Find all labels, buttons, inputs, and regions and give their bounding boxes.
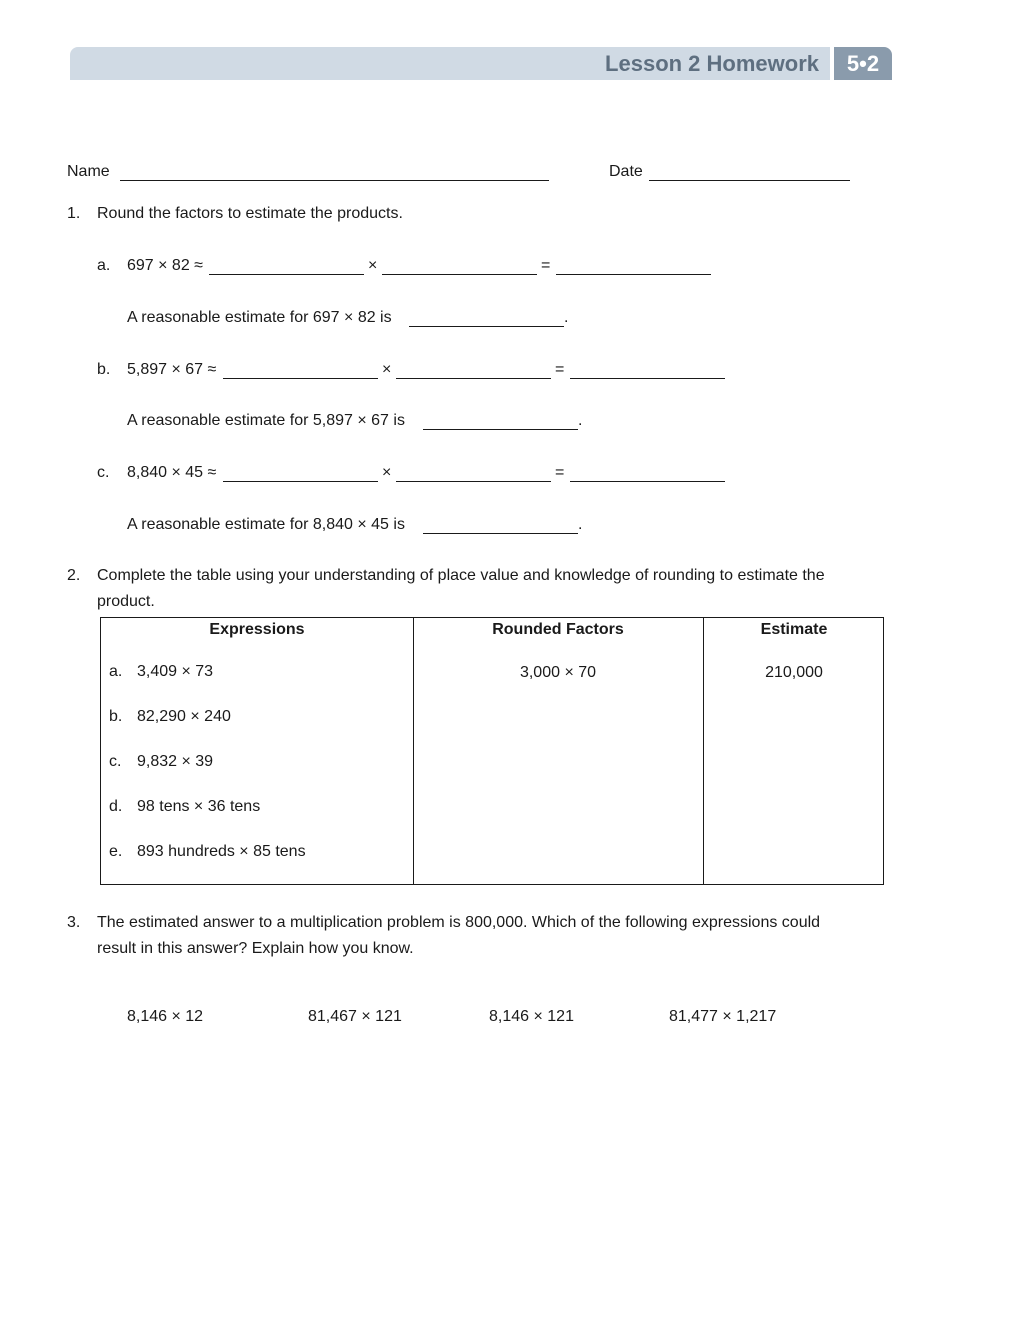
q2-prompt-line2: product. bbox=[97, 593, 155, 610]
q1c-factor1-blank[interactable] bbox=[223, 481, 378, 482]
q1b-letter: b. bbox=[97, 361, 111, 378]
header-rounded-factors: Rounded Factors bbox=[492, 621, 624, 638]
row-estimate[interactable]: 210,000 bbox=[765, 664, 823, 681]
q1a-times: × bbox=[368, 257, 378, 274]
q1c-factor2-blank[interactable] bbox=[396, 481, 551, 482]
q1b-expression: 5,897 × 67 ≈ bbox=[127, 361, 217, 378]
q1b-times: × bbox=[382, 361, 392, 378]
q1b-factor1-blank[interactable] bbox=[223, 378, 378, 379]
q1b-estimate-text: A reasonable estimate for 5,897 × 67 is bbox=[127, 412, 405, 429]
q1b-factor2-blank[interactable] bbox=[396, 378, 551, 379]
q1a-product-blank[interactable] bbox=[556, 274, 711, 275]
q1a-factor2-blank[interactable] bbox=[382, 274, 537, 275]
q1a-estimate-blank[interactable] bbox=[409, 326, 564, 327]
q1a-period: . bbox=[564, 309, 569, 326]
q1c-product-blank[interactable] bbox=[570, 481, 725, 482]
q1c-equals: = bbox=[555, 464, 565, 481]
row-letter: c. bbox=[109, 753, 122, 770]
q1c-letter: c. bbox=[97, 464, 110, 481]
q3-option: 81,477 × 1,217 bbox=[669, 1008, 777, 1025]
q1a-equals: = bbox=[541, 257, 551, 274]
q1b-period: . bbox=[578, 412, 583, 429]
q1a-estimate-text: A reasonable estimate for 697 × 82 is bbox=[127, 309, 392, 326]
q3-number: 3. bbox=[67, 914, 81, 931]
row-expression: 893 hundreds × 85 tens bbox=[137, 843, 306, 860]
q1c-period: . bbox=[578, 516, 583, 533]
header-estimate: Estimate bbox=[760, 621, 828, 638]
q3-option: 8,146 × 121 bbox=[489, 1008, 574, 1025]
q1c-estimate-text: A reasonable estimate for 8,840 × 45 is bbox=[127, 516, 405, 533]
q1-number: 1. bbox=[67, 205, 81, 222]
date-label: Date bbox=[609, 163, 643, 180]
row-expression: 82,290 × 240 bbox=[137, 708, 231, 725]
q1a-factor1-blank[interactable] bbox=[209, 274, 364, 275]
q1b-product-blank[interactable] bbox=[570, 378, 725, 379]
row-expression: 98 tens × 36 tens bbox=[137, 798, 261, 815]
table-divider bbox=[413, 618, 414, 884]
q1c-estimate-blank[interactable] bbox=[423, 533, 578, 534]
row-rounded-factors[interactable]: 3,000 × 70 bbox=[519, 664, 597, 681]
q3-option: 81,467 × 121 bbox=[308, 1008, 402, 1025]
row-letter: b. bbox=[109, 708, 123, 725]
name-field[interactable] bbox=[120, 180, 549, 181]
q2-number: 2. bbox=[67, 567, 81, 584]
name-label: Name bbox=[67, 163, 110, 180]
q1b-equals: = bbox=[555, 361, 565, 378]
row-expression: 3,409 × 73 bbox=[137, 663, 214, 680]
q1-prompt: Round the factors to estimate the products. bbox=[97, 205, 403, 222]
q1a-letter: a. bbox=[97, 257, 111, 274]
row-letter: e. bbox=[109, 843, 123, 860]
q1c-times: × bbox=[382, 464, 392, 481]
estimate-table bbox=[100, 617, 884, 885]
q3-prompt-line1: The estimated answer to a multiplication problem is 800,000. Which of the following expressions could bbox=[97, 914, 821, 931]
q1c-expression: 8,840 × 45 ≈ bbox=[127, 464, 217, 481]
row-expression: 9,832 × 39 bbox=[137, 753, 214, 770]
row-letter: d. bbox=[109, 798, 123, 815]
q1a-expression: 697 × 82 ≈ bbox=[127, 257, 203, 274]
q1b-estimate-blank[interactable] bbox=[423, 429, 578, 430]
table-divider bbox=[703, 618, 704, 884]
date-field[interactable] bbox=[649, 180, 850, 181]
row-letter: a. bbox=[109, 663, 123, 680]
module-badge: 5•2 bbox=[834, 47, 892, 80]
q2-prompt-line1: Complete the table using your understanding of place value and knowledge of rounding to estimate the bbox=[97, 567, 825, 584]
header-expressions: Expressions bbox=[209, 621, 305, 638]
lesson-title: Lesson 2 Homework bbox=[605, 51, 819, 76]
q3-prompt-line2: result in this answer? Explain how you know. bbox=[97, 940, 414, 957]
q3-option: 8,146 × 12 bbox=[127, 1008, 204, 1025]
